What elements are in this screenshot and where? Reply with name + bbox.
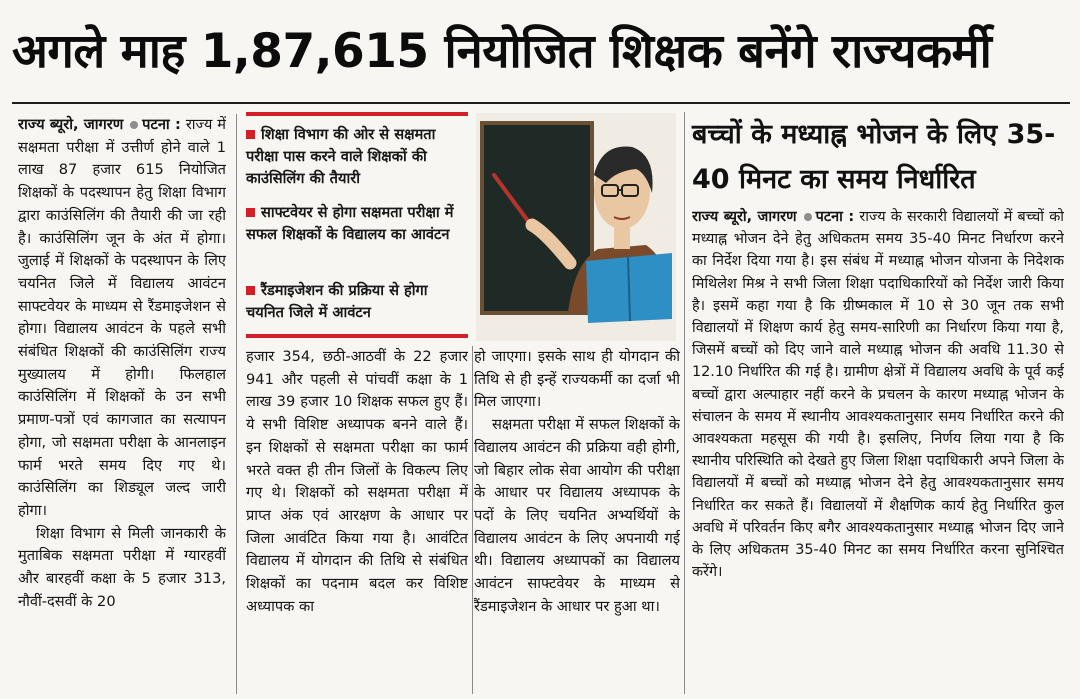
- column-divider: [684, 112, 685, 694]
- column-divider: [472, 346, 473, 694]
- highlights-bottom-rule: [246, 334, 468, 338]
- headline-rule: [12, 102, 1070, 104]
- story1-column-3: [474, 346, 680, 694]
- story1-column-1: [18, 114, 226, 694]
- bullet-dot-icon: [804, 213, 812, 221]
- story1-col3-paragraph-2: सक्षमता परीक्षा में सफल शिक्षकों के विद्यालय आवंटन की प्रक्रिया वही होगी, जो बिहार लोक सेवा आयोग की परीक्षा के आधार पर विद्यालय अध्यापक के पदों के लिए चयनित अभ्यर्थियों के विद्यालय आवंटन के लिए अपनायी गई थी। विद्यालय अध्यापकों का विद्यालय आवंटन साफ्टवेयर के माध्यम से रैंडमाइजेशन के आधार पर हुआ था।: [474, 416, 680, 615]
- story2-body: [692, 206, 1064, 694]
- story2-text: राज्य के सरकारी विद्यालयों में बच्चों को मध्याह्न भोजन देने हेतु अधिकतम समय 35-40 मिनट निर्धारण करने का निर्देश दिया गया है। इस संबंध में मध्याह्न भोजन योजना के निदेशक मिथिलेश मिश्र ने सभी जिला शिक्षा पदाधिकारियों को निर्देश जारी किया है। इसमें कहा गया है कि ग्रीष्मकाल में 10 से 30 जून तक सभी विद्यालयों में शिक्षण कार्य हेतु समय-सारिणी का निर्धारण किया गया है, जिसमें बच्चों को दिए जाने वाले मध्याह्न भोजन की अवधि 11.30 से 12.10 निर्धारित की गई है। ग्रामीण क्षेत्रों में विद्यालय अवधि के पूर्व कई बच्चों द्वारा अल्पाहार नहीं करने के प्रचलन के कारण मध्याह्न भोजन के संचालन के समय में स्थानीय आवश्यकतानुसार समय निर्धारित करने की आवश्यकता महसूस की गयी है। इसलिए, निर्णय लिया गया है कि स्थानीय परिस्थिति को देखते हुए जिला शिक्षा पदाधिकारी अपने जिला के विद्यालयों में बच्चों को मध्याह्न भोजन देने हेतु आवश्यकतानुसार समय निर्धारित कर सकते हैं। विद्यालयों में शैक्षणिक कार्य हेतु निर्धारित कुल अवधि में परिवर्तन किए बगैर आवश्यकतानुसार मध्याह्न भोजन दिए जाने के लिए अधिकतम 35-40 मिनट का समय निर्धारित करना सुनिश्चित करेंगे।: [692, 209, 1064, 581]
- highlights-top-rule: [246, 112, 468, 116]
- headline: अगले माह 1,87,615 नियोजित शिक्षक बनेंगे राज्यकर्मी: [12, 24, 992, 79]
- story1-paragraph-2: शिक्षा विभाग से मिली जानकारी के मुताबिक सक्षमता परीक्षा में ग्यारहवीं और बारहवीं कक्षा के 5 हजार 313, नौवीं-दसवीं के 20: [18, 524, 226, 610]
- highlight-item: साफ्टवेयर से होगा सक्षमता परीक्षा में सफल शिक्षकों के विद्यालय का आवंटन: [246, 204, 454, 243]
- story1-place: पटना :: [142, 116, 181, 133]
- teacher-illustration-icon: [476, 113, 676, 341]
- red-square-bullet-icon: [246, 286, 255, 295]
- story2-dateline: राज्य ब्यूरो, जागरण: [692, 209, 797, 225]
- column-divider: [236, 114, 237, 694]
- story1-col1-text: राज्य में सक्षमता परीक्षा में उत्तीर्ण होने वाले 1 लाख 87 हजार 615 नियोजित शिक्षकों के पदस्थापन हेतु शिक्षा विभाग द्वारा काउंसिलिंग की तैयारी की जा रही है। काउंसिलिंग जून के अंत में होगा। जुलाई में शिक्षकों के पदस्थापन के लिए चयनित जिले में विद्यालय आवंटन साफ्टवेयर के माध्यम से रैंडमाइजेशन से होगा। विद्यालय आवंटन के पहले सभी संबंधित शिक्षकों की काउंसिलिंग राज्य मुख्यालय में होगी। फिलहाल काउंसिलिंग में शिक्षकों के उन सभी प्रमाण-पत्रों एवं कागजात का सत्यापन होगा, जो सक्षमता परीक्षा के आनलाइन फार्म भरते समय दिए गए थे। काउंसिलिंग का शिड्यूल जल्द जारी होगा।: [18, 116, 226, 519]
- teacher-illustration: [476, 113, 676, 341]
- story1-col3-paragraph-1: हो जाएगा। इसके साथ ही योगदान की तिथि से ही इन्हें राज्यकर्मी का दर्जा भी मिल जाएगा।: [474, 348, 680, 411]
- story2-paragraph: [692, 206, 1064, 583]
- bullet-dot-icon: [130, 121, 138, 129]
- story1-col2-paragraph: हजार 354, छठी-आठवीं के 22 हजार 941 और पहली से पांचवीं कक्षा के 1 लाख 39 हजार 10 शिक्षक सफल हुए हैं। ये सभी विशिष्ट अध्यापक बनने वाले हैं। इन शिक्षकों से सक्षमता परीक्षा का फार्म भरते वक्त ही तीन जिलों के विकल्प लिए गए थे। शिक्षकों को सक्षमता परीक्षा में प्राप्त अंक एवं आरक्षण के आधार पर जिला आवंटित किया गया है। आवंटित विद्यालय में योगदान की तिथि से संबंधित शिक्षकों का पदनाम बदल कर विशिष्ट अध्यापक का: [246, 348, 468, 615]
- highlight-item: शिक्षा विभाग की ओर से सक्षमता परीक्षा पास करने वाले शिक्षकों की काउंसिलिंग की तैयारी: [246, 126, 436, 187]
- story2-title: बच्चों के मध्याह्न भोजन के लिए 35-40 मिनट का समय निर्धारित: [692, 119, 1056, 195]
- highlights-box: [246, 112, 468, 330]
- story2-place: पटना :: [815, 209, 855, 225]
- story1-column-2: [246, 346, 468, 694]
- story1-dateline: राज्य ब्यूरो, जागरण: [18, 116, 124, 133]
- red-square-bullet-icon: [246, 208, 255, 217]
- highlight-item: रैंडमाइजेशन की प्रक्रिया से होगा चयनित जिले में आवंटन: [246, 282, 428, 321]
- red-square-bullet-icon: [246, 130, 255, 139]
- story1-paragraph-1: [18, 114, 226, 523]
